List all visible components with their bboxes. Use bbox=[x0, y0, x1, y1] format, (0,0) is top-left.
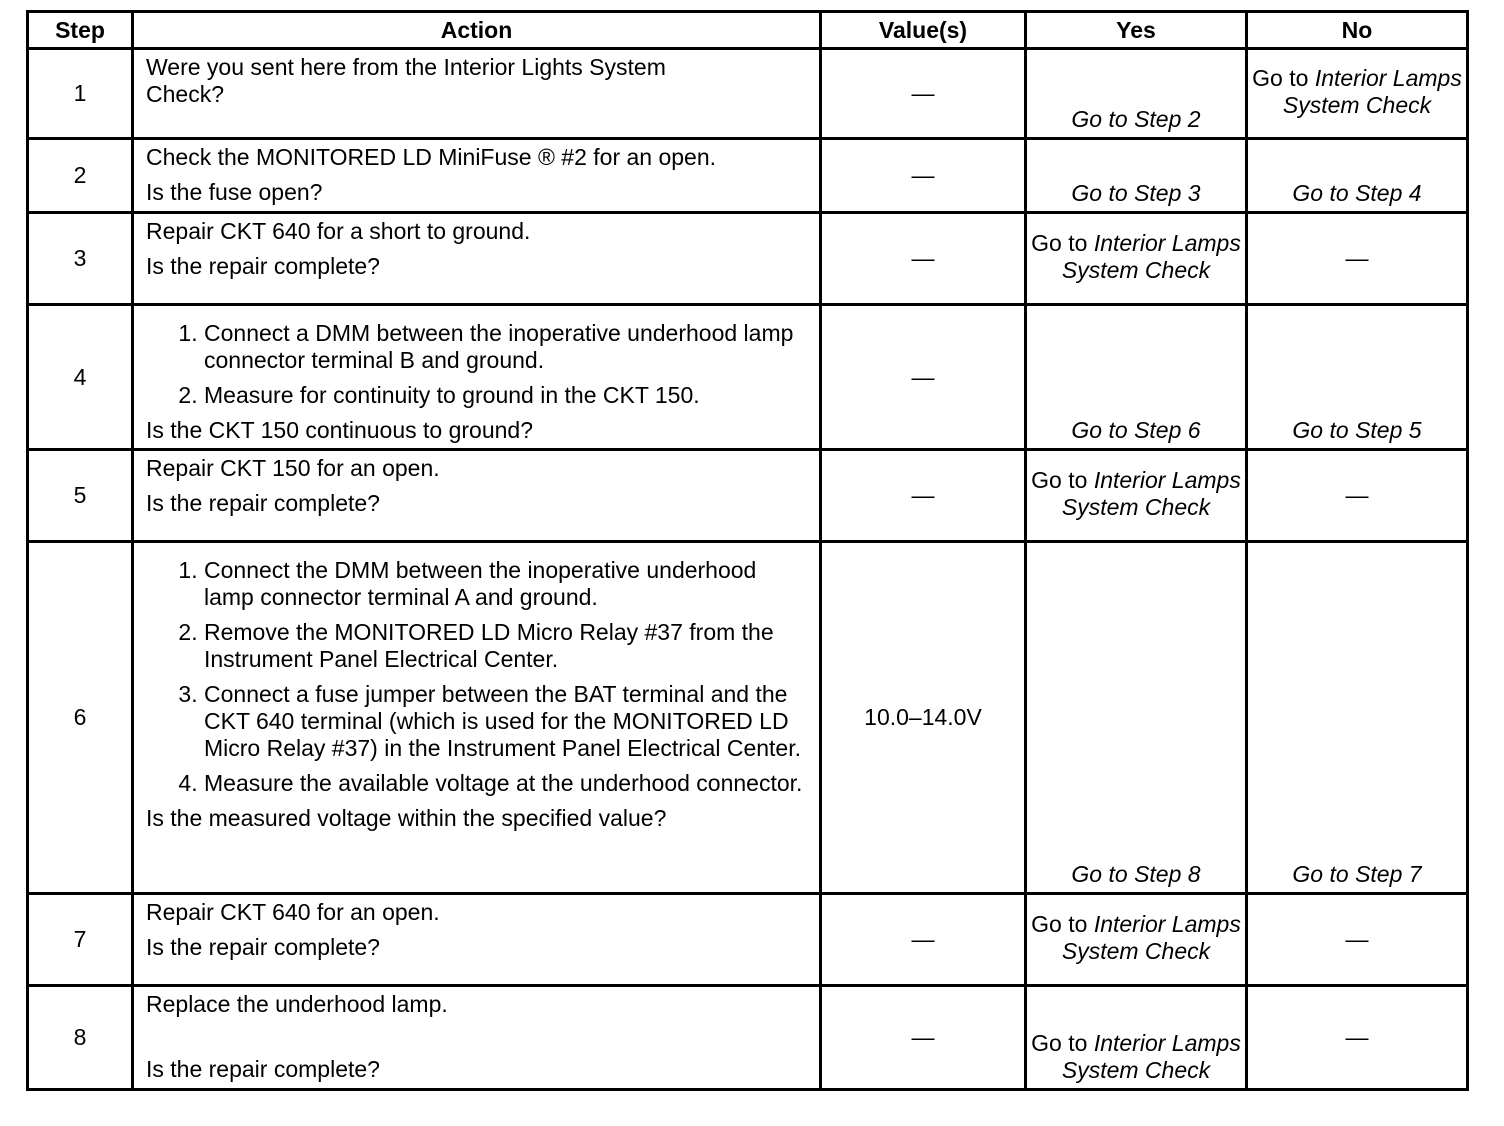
no-link[interactable]: Interior Lamps System Check bbox=[1282, 64, 1462, 118]
procedure-step: 1. Connect a DMM between the inoperative underhood lamp connector terminal B and ground. bbox=[204, 320, 811, 374]
table-row bbox=[28, 49, 1468, 139]
action-question: Is the repair complete? bbox=[146, 490, 380, 516]
step-number: 6 bbox=[28, 542, 133, 894]
header-step: Step bbox=[28, 12, 133, 49]
action-text: Check the MONITORED LD MiniFuse ® #2 for an open. bbox=[146, 144, 717, 170]
step-number: 7 bbox=[28, 894, 133, 986]
table-row bbox=[28, 450, 1468, 542]
value-cell: — bbox=[821, 213, 1026, 305]
yes-cell bbox=[1026, 213, 1247, 305]
yes-link[interactable]: Interior Lamps System Check bbox=[1061, 466, 1241, 520]
value-cell: — bbox=[821, 450, 1026, 542]
no-prefix: Go to bbox=[1252, 64, 1309, 91]
table-row bbox=[28, 986, 1468, 1090]
step-number: 2 bbox=[28, 139, 133, 213]
header-yes: Yes bbox=[1026, 12, 1247, 49]
procedure-list bbox=[146, 557, 811, 797]
action-cell bbox=[133, 986, 821, 1090]
yes-cell bbox=[1026, 894, 1247, 986]
header-no: No bbox=[1247, 12, 1468, 49]
action-cell bbox=[133, 450, 821, 542]
action-question: Is the repair complete? bbox=[146, 934, 380, 960]
procedure-step: 4. Measure the available voltage at the underhood connector. bbox=[204, 770, 811, 797]
no-cell bbox=[1247, 139, 1468, 213]
action-question: Is the fuse open? bbox=[146, 179, 323, 205]
step-number: 5 bbox=[28, 450, 133, 542]
yes-link[interactable]: Go to Step 6 bbox=[1071, 417, 1201, 443]
procedure-step: 3. Connect a fuse jumper between the BAT terminal and the CKT 640 terminal (which is used for the MONITORED LD Micro Relay #37) in the Instrument Panel Electrical Center. bbox=[204, 681, 811, 762]
value-cell: — bbox=[821, 305, 1026, 450]
table-row bbox=[28, 139, 1468, 213]
no-cell: — bbox=[1247, 894, 1468, 986]
table-row bbox=[28, 305, 1468, 450]
procedure-list bbox=[146, 320, 811, 409]
action-cell bbox=[133, 139, 821, 213]
procedure-step: 1. Connect the DMM between the inoperative underhood lamp connector terminal A and ground. bbox=[204, 557, 811, 611]
action-cell bbox=[133, 213, 821, 305]
yes-cell bbox=[1026, 305, 1247, 450]
no-cell: — bbox=[1247, 450, 1468, 542]
yes-link[interactable]: Go to Step 8 bbox=[1071, 861, 1201, 887]
action-text: Repair CKT 150 for an open. bbox=[146, 455, 440, 481]
value-cell: — bbox=[821, 139, 1026, 213]
yes-link[interactable]: Interior Lamps System Check bbox=[1061, 229, 1241, 283]
action-text: Repair CKT 640 for an open. bbox=[146, 899, 440, 925]
step-number: 3 bbox=[28, 213, 133, 305]
procedure-step: 2. Measure for continuity to ground in the CKT 150. bbox=[204, 382, 811, 409]
table-row bbox=[28, 894, 1468, 986]
value-cell: — bbox=[821, 49, 1026, 139]
no-cell bbox=[1247, 49, 1468, 139]
table-row bbox=[28, 213, 1468, 305]
diagnostic-table bbox=[26, 10, 1469, 1091]
yes-cell bbox=[1026, 49, 1247, 139]
value-cell: 10.0–14.0V bbox=[821, 542, 1026, 894]
no-cell: — bbox=[1247, 213, 1468, 305]
action-cell bbox=[133, 894, 821, 986]
table-row bbox=[28, 542, 1468, 894]
yes-prefix: Go to bbox=[1031, 466, 1088, 493]
no-cell bbox=[1247, 542, 1468, 894]
yes-cell bbox=[1026, 139, 1247, 213]
yes-cell bbox=[1026, 542, 1247, 894]
action-question: Is the repair complete? bbox=[146, 253, 380, 279]
no-cell: — bbox=[1247, 986, 1468, 1090]
action-question: Is the repair complete? bbox=[146, 1056, 380, 1082]
no-link[interactable]: Go to Step 7 bbox=[1292, 861, 1422, 887]
value-cell: — bbox=[821, 894, 1026, 986]
action-cell bbox=[133, 49, 821, 139]
step-number: 1 bbox=[28, 49, 133, 139]
action-text: Replace the underhood lamp. bbox=[146, 991, 448, 1017]
no-link[interactable]: Go to Step 4 bbox=[1292, 180, 1422, 206]
header-row bbox=[28, 12, 1468, 49]
no-link[interactable]: Go to Step 5 bbox=[1292, 417, 1422, 443]
yes-cell bbox=[1026, 450, 1247, 542]
step-number: 8 bbox=[28, 986, 133, 1090]
action-question: Is the measured voltage within the specified value? bbox=[146, 805, 667, 831]
yes-link[interactable]: Go to Step 3 bbox=[1071, 180, 1201, 206]
yes-cell bbox=[1026, 986, 1247, 1090]
action-cell bbox=[133, 305, 821, 450]
header-action: Action bbox=[133, 12, 821, 49]
yes-link[interactable]: Interior Lamps System Check bbox=[1061, 1030, 1241, 1083]
action-text: Were you sent here from the Interior Lights System Check? bbox=[146, 54, 666, 107]
yes-prefix: Go to bbox=[1031, 1030, 1088, 1056]
yes-prefix: Go to bbox=[1031, 229, 1088, 256]
action-text: Repair CKT 640 for a short to ground. bbox=[146, 218, 531, 244]
yes-prefix: Go to bbox=[1031, 910, 1088, 937]
action-question: Is the CKT 150 continuous to ground? bbox=[146, 417, 534, 443]
value-cell: — bbox=[821, 986, 1026, 1090]
no-cell bbox=[1247, 305, 1468, 450]
step-number: 4 bbox=[28, 305, 133, 450]
yes-link[interactable]: Interior Lamps System Check bbox=[1061, 910, 1241, 964]
procedure-step: 2. Remove the MONITORED LD Micro Relay #37 from the Instrument Panel Electrical Center. bbox=[204, 619, 811, 673]
action-cell bbox=[133, 542, 821, 894]
yes-link[interactable]: Go to Step 2 bbox=[1071, 106, 1201, 132]
header-values: Value(s) bbox=[821, 12, 1026, 49]
